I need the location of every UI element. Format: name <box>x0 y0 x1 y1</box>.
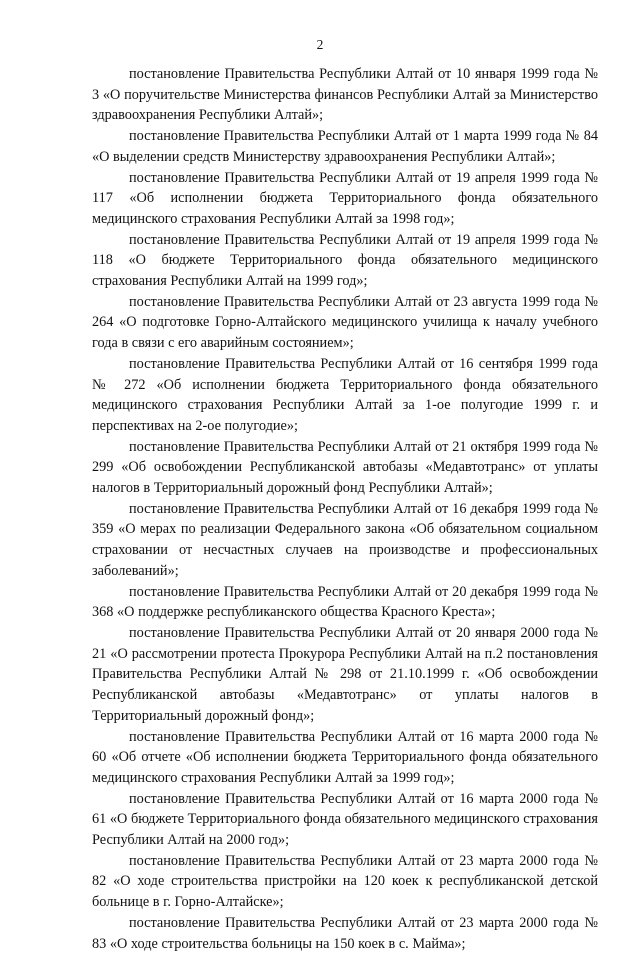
resolution-item: постановление Правительства Республики Алтай от 23 марта 2000 года № 83 «О ходе строительства больницы на 150 коек в с. Майма»; <box>92 914 598 952</box>
resolution-item: постановление Правительства Республики Алтай от 16 декабря 1999 года № 359 «О мерах по реализации Федерального закона «Об обязательном социальном страховании от несчастных случаев на производстве и профессиональных заболеваний»; <box>92 500 598 579</box>
resolution-item: постановление Правительства Республики Алтай от 16 марта 2000 года № 60 «Об отчете «Об исполнении бюджета Территориального фонда обязательного медицинского страхования Республики Алтай за 1999 год»; <box>92 728 598 786</box>
resolution-item: постановление Правительства Республики Алтай от 10 января 1999 года № 3 «О поручительстве Министерства финансов Республики Алтай за Министерство здравоохранения Республики Алтай»; <box>92 66 598 124</box>
page-number: 2 <box>316 37 324 52</box>
resolution-item: постановление Правительства Республики Алтай от 21 октября 1999 года № 299 «Об освобождении Республиканской автобазы «Медавтотранс» от уплаты налогов в Территориальный дорожный фонд Республики Алтай»; <box>92 438 598 497</box>
resolution-item: постановление Правительства Республики Алтай от 16 марта 2000 года № 61 «О бюджете Территориального фонда обязательного медицинского страхования Республики Алтай на 2000 год»; <box>92 790 598 849</box>
resolution-item: постановление Правительства Республики Алтай от 20 декабря 1999 года № 368 «О поддержке республиканского общества Красного Креста»; <box>92 583 598 621</box>
resolution-item: постановление Правительства Республики Алтай от 16 сентября 1999 года № 272 «Об исполнении бюджета Территориального фонда обязательного медицинского страхования Республики Алтай за 1-ое полугодие 1999 г. и перспективах на 2-ое полугодие»; <box>92 355 598 434</box>
resolution-item: постановление Правительства Республики Алтай от 23 августа 1999 года № 264 «О подготовке Горно-Алтайского медицинского училища к началу учебного года в связи с его аварийным состоянием»; <box>92 293 598 352</box>
document-body <box>92 64 598 954</box>
resolution-item: постановление Правительства Республики Алтай от 1 марта 1999 года № 84 «О выделении средств Министерству здравоохранения Республики Алтай»; <box>92 128 598 165</box>
resolution-item: постановление Правительства Республики Алтай от 19 апреля 1999 года № 117 «Об исполнении бюджета Территориального фонда обязательного медицинского страхования Республики Алтай за 1998 год»; <box>92 169 598 227</box>
resolution-item: постановление Правительства Республики Алтай от 20 января 2000 года № 21 «О рассмотрении протеста Прокурора Республики Алтай на п.2 постановления Правительства Республики Алтай № 298 от 21.10.1999 г. «Об освобождении Республиканской автобазы «Медавтотранс» от уплаты налогов в Территориальный дорожный фонд»; <box>92 624 598 724</box>
resolution-item: постановление Правительства Республики Алтай от 19 апреля 1999 года № 118 «О бюджете Территориального фонда обязательного медицинского страхования Республики Алтай на 1999 год»; <box>92 231 598 290</box>
resolution-item: постановление Правительства Республики Алтай от 23 марта 2000 года № 82 «О ходе строительства пристройки на 120 коек к республиканской детской больнице в г. Горно-Алтайске»; <box>92 852 598 911</box>
